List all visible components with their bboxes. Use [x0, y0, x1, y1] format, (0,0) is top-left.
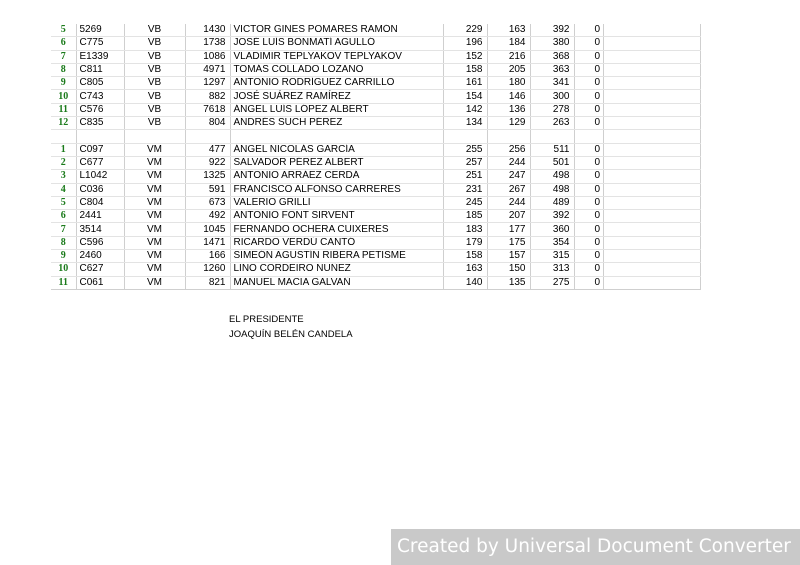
- position-cell: 8: [51, 63, 76, 76]
- name-cell: FERNANDO OCHERA CUIXERES: [230, 223, 443, 236]
- category-cell: VM: [124, 156, 185, 169]
- position-cell: 5: [51, 196, 76, 209]
- empty-cell: [574, 130, 604, 143]
- empty-cell: [604, 170, 701, 183]
- position-cell: 8: [51, 236, 76, 249]
- score-2-cell: 244: [487, 156, 530, 169]
- empty-cell: [604, 90, 701, 103]
- score-1-cell: 257: [443, 156, 487, 169]
- name-cell: ANTONIO ARRÁEZ CERDÁ: [230, 170, 443, 183]
- total-cell: 380: [530, 37, 574, 50]
- number-cell: 1738: [185, 37, 230, 50]
- signature-name: JOAQUÍN BELÉN CANDELA: [229, 328, 353, 340]
- name-cell: VALERIO GRILLI: [230, 196, 443, 209]
- empty-cell: [185, 130, 230, 143]
- table-row: [51, 183, 701, 196]
- number-cell: 1086: [185, 50, 230, 63]
- name-cell: FRANCISCO ALFONSO CARRERES: [230, 183, 443, 196]
- position-cell: 6: [51, 37, 76, 50]
- empty-cell: [443, 130, 487, 143]
- extra-cell: 0: [574, 77, 604, 90]
- code-cell: E1339: [76, 50, 124, 63]
- table-row: [51, 24, 701, 37]
- score-1-cell: 163: [443, 263, 487, 276]
- empty-cell: [604, 50, 701, 63]
- total-cell: 392: [530, 24, 574, 37]
- extra-cell: 0: [574, 63, 604, 76]
- table-row: [51, 50, 701, 63]
- empty-cell: [604, 117, 701, 130]
- score-1-cell: 196: [443, 37, 487, 50]
- total-cell: 511: [530, 143, 574, 156]
- score-1-cell: 158: [443, 63, 487, 76]
- signature-role: EL PRESIDENTE: [229, 314, 304, 325]
- empty-cell: [604, 183, 701, 196]
- name-cell: ANTONIO FONT SIRVENT: [230, 210, 443, 223]
- total-cell: 263: [530, 117, 574, 130]
- table-row: [51, 236, 701, 249]
- extra-cell: 0: [574, 236, 604, 249]
- score-2-cell: 129: [487, 117, 530, 130]
- code-cell: 2441: [76, 210, 124, 223]
- number-cell: 492: [185, 210, 230, 223]
- total-cell: 392: [530, 210, 574, 223]
- empty-cell: [604, 250, 701, 263]
- table-row: [51, 117, 701, 130]
- empty-cell: [124, 130, 185, 143]
- position-cell: 9: [51, 77, 76, 90]
- score-1-cell: 185: [443, 210, 487, 223]
- score-1-cell: 152: [443, 50, 487, 63]
- empty-cell: [76, 130, 124, 143]
- number-cell: 1325: [185, 170, 230, 183]
- empty-cell: [604, 77, 701, 90]
- total-cell: 354: [530, 236, 574, 249]
- category-cell: VM: [124, 236, 185, 249]
- score-1-cell: 251: [443, 170, 487, 183]
- extra-cell: 0: [574, 170, 604, 183]
- position-cell: 10: [51, 90, 76, 103]
- category-cell: VM: [124, 196, 185, 209]
- code-cell: 5269: [76, 24, 124, 37]
- code-cell: C576: [76, 103, 124, 116]
- total-cell: 315: [530, 250, 574, 263]
- score-2-cell: 180: [487, 77, 530, 90]
- extra-cell: 0: [574, 263, 604, 276]
- name-cell: SIMEÓN AGUSTÍN RIBERA PETISME: [230, 250, 443, 263]
- category-cell: VM: [124, 276, 185, 289]
- total-cell: 300: [530, 90, 574, 103]
- score-1-cell: 179: [443, 236, 487, 249]
- watermark-banner: Created by Universal Document Converter: [391, 529, 800, 565]
- empty-cell: [604, 130, 701, 143]
- score-2-cell: 205: [487, 63, 530, 76]
- score-1-cell: 183: [443, 223, 487, 236]
- empty-cell: [530, 130, 574, 143]
- empty-cell: [604, 223, 701, 236]
- code-cell: C036: [76, 183, 124, 196]
- number-cell: 1045: [185, 223, 230, 236]
- table-row: [51, 63, 701, 76]
- score-2-cell: 175: [487, 236, 530, 249]
- total-cell: 313: [530, 263, 574, 276]
- extra-cell: 0: [574, 183, 604, 196]
- score-2-cell: 146: [487, 90, 530, 103]
- total-cell: 341: [530, 77, 574, 90]
- number-cell: 4971: [185, 63, 230, 76]
- score-2-cell: 207: [487, 210, 530, 223]
- score-2-cell: 157: [487, 250, 530, 263]
- score-1-cell: 140: [443, 276, 487, 289]
- position-cell: 11: [51, 103, 76, 116]
- total-cell: 368: [530, 50, 574, 63]
- score-2-cell: 184: [487, 37, 530, 50]
- score-2-cell: 216: [487, 50, 530, 63]
- category-cell: VB: [124, 37, 185, 50]
- name-cell: SALVADOR PÉREZ ALBERT: [230, 156, 443, 169]
- position-cell: 7: [51, 223, 76, 236]
- total-cell: 498: [530, 183, 574, 196]
- table-row: [51, 210, 701, 223]
- results-table: [51, 24, 701, 290]
- code-cell: C627: [76, 263, 124, 276]
- empty-cell: [604, 196, 701, 209]
- code-cell: 2460: [76, 250, 124, 263]
- category-cell: VM: [124, 210, 185, 223]
- name-cell: LINO CORDEIRO NUÑEZ: [230, 263, 443, 276]
- empty-cell: [604, 236, 701, 249]
- code-cell: L1042: [76, 170, 124, 183]
- name-cell: ÁNGEL NICOLÁS GARCÍA: [230, 143, 443, 156]
- total-cell: 498: [530, 170, 574, 183]
- position-cell: 4: [51, 183, 76, 196]
- position-cell: 5: [51, 24, 76, 37]
- empty-cell: [51, 130, 76, 143]
- score-1-cell: 134: [443, 117, 487, 130]
- score-2-cell: 150: [487, 263, 530, 276]
- extra-cell: 0: [574, 223, 604, 236]
- empty-cell: [604, 24, 701, 37]
- extra-cell: 0: [574, 117, 604, 130]
- score-2-cell: 247: [487, 170, 530, 183]
- position-cell: 3: [51, 170, 76, 183]
- empty-cell: [487, 130, 530, 143]
- empty-cell: [604, 143, 701, 156]
- code-cell: C811: [76, 63, 124, 76]
- category-cell: VM: [124, 170, 185, 183]
- table-row: [51, 143, 701, 156]
- name-cell: VICTOR GINES POMARES RAMÓN: [230, 24, 443, 37]
- extra-cell: 0: [574, 24, 604, 37]
- name-cell: ANTONIO RODRÍGUEZ CARRILLO: [230, 77, 443, 90]
- table-row: [51, 77, 701, 90]
- number-cell: 882: [185, 90, 230, 103]
- category-cell: VB: [124, 103, 185, 116]
- number-cell: 1297: [185, 77, 230, 90]
- score-1-cell: 158: [443, 250, 487, 263]
- extra-cell: 0: [574, 156, 604, 169]
- number-cell: 166: [185, 250, 230, 263]
- score-2-cell: 163: [487, 24, 530, 37]
- extra-cell: 0: [574, 103, 604, 116]
- number-cell: 673: [185, 196, 230, 209]
- code-cell: C743: [76, 90, 124, 103]
- number-cell: 922: [185, 156, 230, 169]
- number-cell: 1430: [185, 24, 230, 37]
- name-cell: ANDRÉS SUCH PÉREZ: [230, 117, 443, 130]
- total-cell: 278: [530, 103, 574, 116]
- table-row: [51, 196, 701, 209]
- number-cell: 1260: [185, 263, 230, 276]
- empty-cell: [604, 276, 701, 289]
- name-cell: ÁNGEL LUÍS LÓPEZ ALBERT: [230, 103, 443, 116]
- position-cell: 10: [51, 263, 76, 276]
- signature-block: [229, 313, 353, 342]
- score-2-cell: 136: [487, 103, 530, 116]
- code-cell: C061: [76, 276, 124, 289]
- total-cell: 275: [530, 276, 574, 289]
- total-cell: 360: [530, 223, 574, 236]
- total-cell: 501: [530, 156, 574, 169]
- position-cell: 11: [51, 276, 76, 289]
- extra-cell: 0: [574, 143, 604, 156]
- number-cell: 477: [185, 143, 230, 156]
- extra-cell: 0: [574, 210, 604, 223]
- position-cell: 12: [51, 117, 76, 130]
- table-row: [51, 263, 701, 276]
- name-cell: JOSÉ LUÍS BONMATÍ AGULLÓ: [230, 37, 443, 50]
- group-separator-row: [51, 130, 701, 143]
- score-2-cell: 177: [487, 223, 530, 236]
- table-row: [51, 223, 701, 236]
- score-2-cell: 135: [487, 276, 530, 289]
- code-cell: C596: [76, 236, 124, 249]
- table-row: [51, 103, 701, 116]
- code-cell: C677: [76, 156, 124, 169]
- category-cell: VM: [124, 250, 185, 263]
- total-cell: 363: [530, 63, 574, 76]
- empty-cell: [604, 156, 701, 169]
- name-cell: RICARDO VERDÚ CANTÓ: [230, 236, 443, 249]
- code-cell: C804: [76, 196, 124, 209]
- table-row: [51, 276, 701, 289]
- category-cell: VM: [124, 183, 185, 196]
- category-cell: VM: [124, 223, 185, 236]
- score-1-cell: 229: [443, 24, 487, 37]
- code-cell: C097: [76, 143, 124, 156]
- score-1-cell: 142: [443, 103, 487, 116]
- table-row: [51, 90, 701, 103]
- score-2-cell: 267: [487, 183, 530, 196]
- name-cell: VLADIMIR TEPLYAKOV TEPLYAKOV: [230, 50, 443, 63]
- number-cell: 821: [185, 276, 230, 289]
- position-cell: 6: [51, 210, 76, 223]
- extra-cell: 0: [574, 50, 604, 63]
- score-1-cell: 161: [443, 77, 487, 90]
- extra-cell: 0: [574, 37, 604, 50]
- score-1-cell: 231: [443, 183, 487, 196]
- position-cell: 7: [51, 50, 76, 63]
- table-row: [51, 156, 701, 169]
- code-cell: C835: [76, 117, 124, 130]
- total-cell: 489: [530, 196, 574, 209]
- empty-cell: [604, 210, 701, 223]
- empty-cell: [604, 37, 701, 50]
- table-row: [51, 37, 701, 50]
- name-cell: JOSÉ SUÁREZ RAMÍREZ: [230, 90, 443, 103]
- score-2-cell: 244: [487, 196, 530, 209]
- category-cell: VB: [124, 50, 185, 63]
- name-cell: TOMÁS COLLADO LOZANO: [230, 63, 443, 76]
- code-cell: C775: [76, 37, 124, 50]
- category-cell: VB: [124, 63, 185, 76]
- extra-cell: 0: [574, 196, 604, 209]
- number-cell: 591: [185, 183, 230, 196]
- results-body: [51, 24, 701, 289]
- extra-cell: 0: [574, 276, 604, 289]
- category-cell: VB: [124, 90, 185, 103]
- position-cell: 9: [51, 250, 76, 263]
- score-1-cell: 245: [443, 196, 487, 209]
- score-1-cell: 255: [443, 143, 487, 156]
- name-cell: MANUEL MACIA GALVAÑ: [230, 276, 443, 289]
- category-cell: VB: [124, 117, 185, 130]
- category-cell: VM: [124, 143, 185, 156]
- number-cell: 7618: [185, 103, 230, 116]
- empty-cell: [230, 130, 443, 143]
- score-1-cell: 154: [443, 90, 487, 103]
- category-cell: VB: [124, 77, 185, 90]
- position-cell: 2: [51, 156, 76, 169]
- number-cell: 804: [185, 117, 230, 130]
- empty-cell: [604, 263, 701, 276]
- empty-cell: [604, 103, 701, 116]
- category-cell: VB: [124, 24, 185, 37]
- number-cell: 1471: [185, 236, 230, 249]
- position-cell: 1: [51, 143, 76, 156]
- score-2-cell: 256: [487, 143, 530, 156]
- extra-cell: 0: [574, 90, 604, 103]
- code-cell: 3514: [76, 223, 124, 236]
- table-row: [51, 250, 701, 263]
- table-row: [51, 170, 701, 183]
- category-cell: VM: [124, 263, 185, 276]
- extra-cell: 0: [574, 250, 604, 263]
- empty-cell: [604, 63, 701, 76]
- code-cell: C805: [76, 77, 124, 90]
